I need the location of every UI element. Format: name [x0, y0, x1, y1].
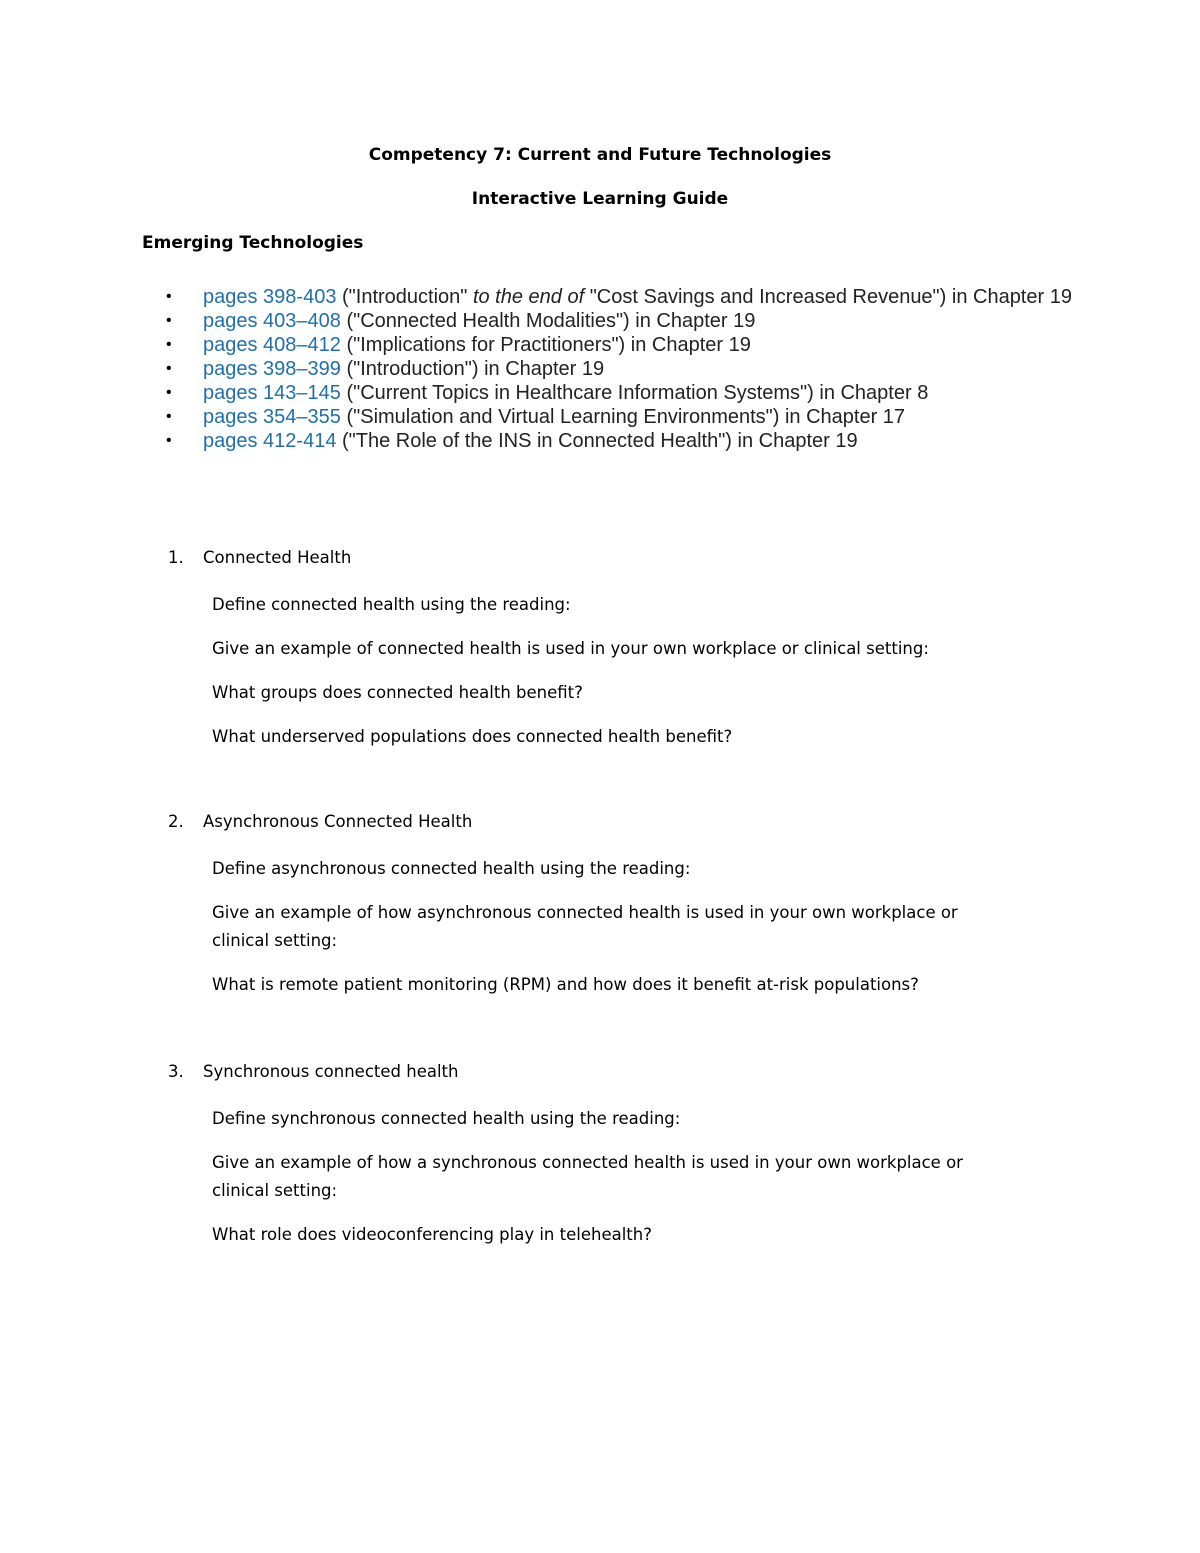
section-title: Connected Health	[203, 548, 352, 567]
reading-text: ("Connected Health Modalities") in Chapter 19	[340, 310, 756, 332]
reading-link[interactable]: pages 398-403	[203, 286, 337, 308]
question-item: Give an example of how asynchronous connected health is used in your own workplace or clinical setting:	[212, 903, 958, 950]
reading-item	[164, 381, 1084, 405]
section-number: 2.	[168, 812, 184, 831]
reading-item	[164, 333, 1084, 357]
question-section-asynchronous	[168, 812, 1068, 994]
reading-item	[164, 357, 1084, 381]
bullet-icon: •	[166, 360, 172, 377]
reading-list	[164, 285, 1084, 453]
section-title: Asynchronous Connected Health	[203, 812, 473, 831]
bullet-icon: •	[166, 384, 172, 401]
reading-link[interactable]: pages 398–399	[203, 358, 341, 380]
question-section-connected-health	[168, 548, 1068, 746]
section-title: Synchronous connected health	[203, 1062, 459, 1081]
question-item: Give an example of connected health is used in your own workplace or clinical setting:	[212, 639, 929, 658]
section-heading: Emerging Technologies	[142, 233, 364, 253]
reading-link[interactable]: pages 403–408	[203, 310, 341, 332]
bullet-icon: •	[166, 312, 172, 329]
bullet-icon: •	[166, 408, 172, 425]
reading-link[interactable]: pages 408–412	[203, 334, 341, 356]
reading-text-italic: to the end of	[472, 286, 585, 308]
question-item: Define connected health using the reading:	[212, 595, 571, 614]
reading-text: ("Current Topics in Healthcare Information Systems") in Chapter 8	[340, 382, 929, 404]
section-header	[168, 812, 1068, 838]
section-header	[168, 1062, 1068, 1088]
reading-text: ("The Role of the INS in Connected Health") in Chapter 19	[336, 430, 858, 452]
question-item: What role does videoconferencing play in telehealth?	[212, 1225, 652, 1244]
reading-link[interactable]: pages 354–355	[203, 406, 341, 428]
reading-text: ("Simulation and Virtual Learning Environments") in Chapter 17	[340, 406, 906, 428]
question-item: What underserved populations does connected health benefit?	[212, 727, 733, 746]
reading-link[interactable]: pages 143–145	[203, 382, 341, 404]
question-item: What groups does connected health benefit?	[212, 683, 583, 702]
reading-item	[164, 405, 1084, 429]
reading-text: ("Introduction"	[336, 286, 473, 308]
bullet-icon: •	[166, 432, 172, 449]
question-item: Define asynchronous connected health using the reading:	[212, 859, 691, 878]
question-item: Define synchronous connected health using the reading:	[212, 1109, 681, 1128]
reading-item	[164, 429, 1084, 453]
bullet-icon: •	[166, 288, 172, 305]
reading-link[interactable]: pages 412-414	[203, 430, 337, 452]
bullet-icon: •	[166, 336, 172, 353]
section-number: 3.	[168, 1062, 184, 1081]
document-title: Competency 7: Current and Future Technologies	[368, 145, 832, 165]
question-item: Give an example of how a synchronous connected health is used in your own workplace or clinical setting:	[212, 1153, 963, 1200]
question-item: What is remote patient monitoring (RPM) and how does it benefit at-risk populations?	[212, 975, 919, 994]
reading-item	[164, 285, 1084, 309]
section-header	[168, 548, 1068, 574]
reading-text: ("Introduction") in Chapter 19	[340, 358, 605, 380]
reading-text: "Cost Savings and Increased Revenue") in Chapter 19	[584, 286, 1072, 308]
reading-item	[164, 309, 1084, 333]
question-section-synchronous	[168, 1062, 1068, 1244]
document-subtitle: Interactive Learning Guide	[471, 189, 729, 209]
reading-text: ("Implications for Practitioners") in Chapter 19	[340, 334, 751, 356]
section-number: 1.	[168, 548, 184, 567]
